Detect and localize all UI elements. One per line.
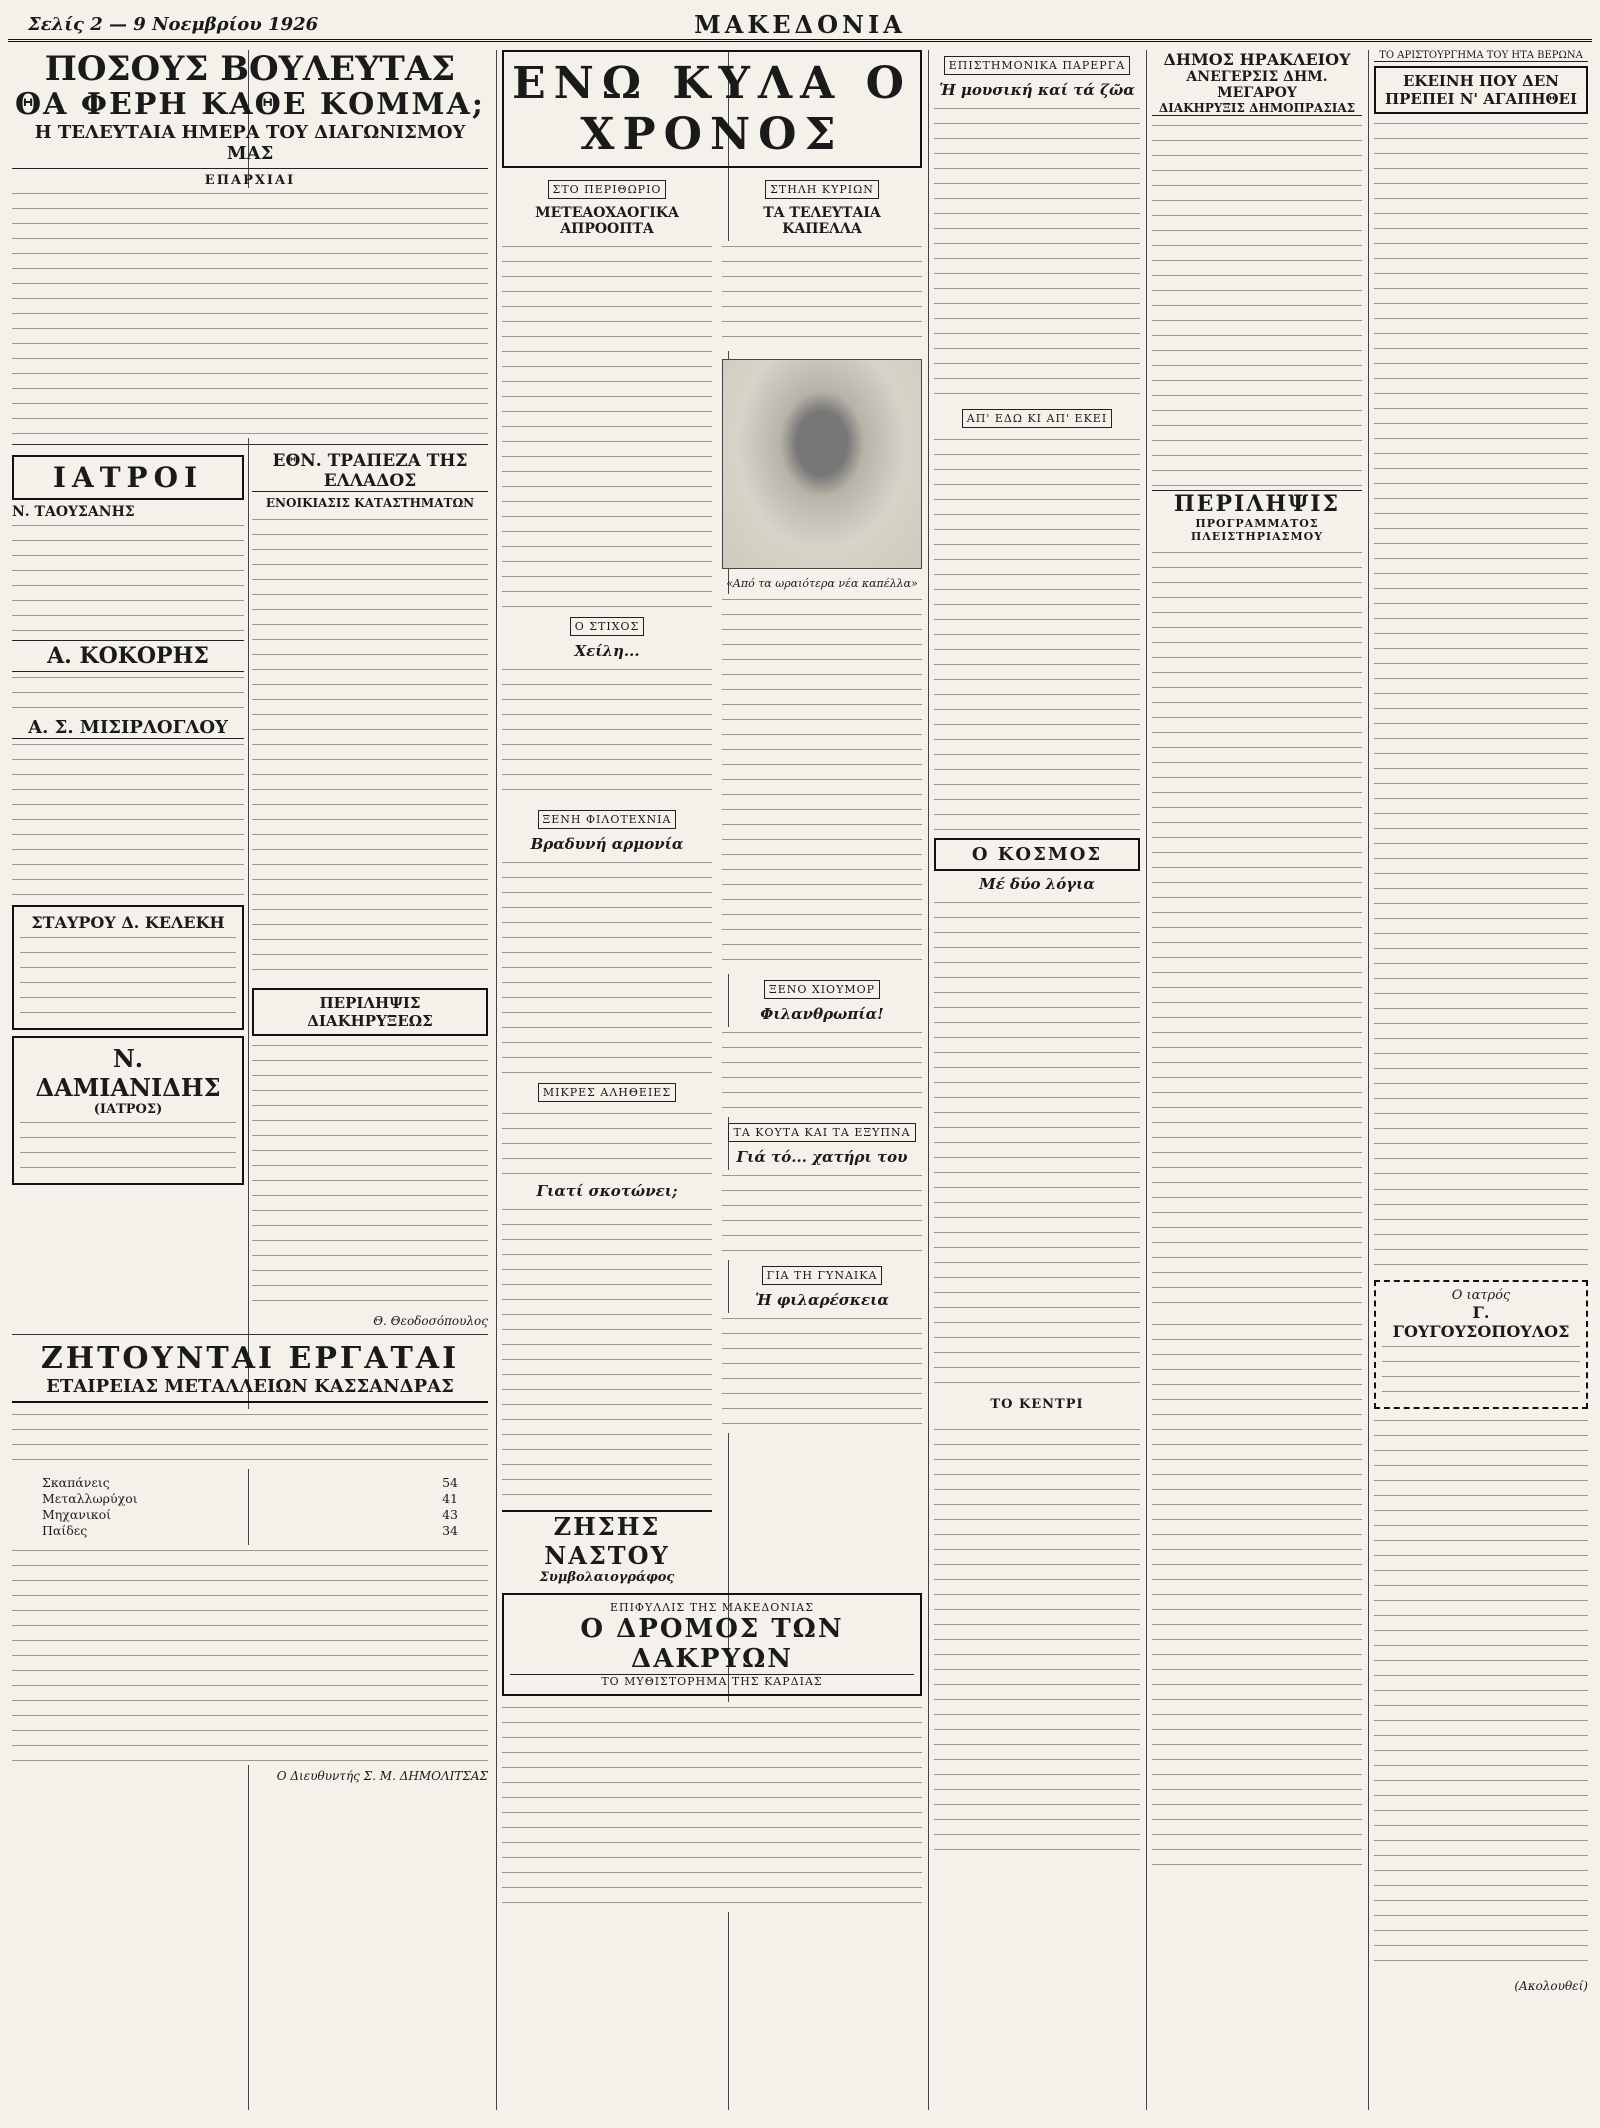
doctor-name: Α. Σ. ΜΙΣΙΡΛΟΓΛΟΥ (12, 717, 244, 739)
column-divider (496, 50, 497, 2110)
column-divider (1146, 50, 1147, 2110)
ad-text (12, 672, 244, 717)
column-2-block (252, 451, 488, 1328)
section-kicker: ΤΑ ΚΟΥΤΑ ΚΑΙ ΤΑ ΕΞΥΠΝΑ (728, 1123, 915, 1142)
doctor-name: Ν. ΔΑΜΙΑΝΙΔΗΣ (35, 1044, 221, 1102)
section-kicker: ΤΟ ΑΡΙΣΤΟΥΡΓΗΜΑ ΤΟΥ ΗΤΑ ΒΕΡΩΝΑ (1374, 50, 1588, 62)
doctor-name: Γ. ΓΟΥΓΟΥΣΟΠΟΥΛΟΣ (1392, 1303, 1570, 1341)
doctors-listing (12, 451, 244, 1328)
doctor-title: Ο ιατρός (1451, 1288, 1511, 1303)
section-heading: ΕΠΑΡΧΙΑΙ (204, 173, 296, 188)
notary-name: ΖΗΣΗΣ ΝΑΣΤΟΥ (502, 1510, 712, 1570)
bank-title: ΕΘΝ. ΤΡΑΠΕΖΑ ΤΗΣ ΕΛΛΑΔΟΣ (252, 451, 488, 492)
summary-title: ΠΕΡΙΛΗΨΙΣ ΔΙΑΚΗΡΥΞΕΩΣ (252, 988, 488, 1036)
column-6 (1152, 50, 1362, 2114)
wanted-text (12, 1545, 488, 1765)
column-center (502, 50, 922, 2114)
wage-row: Σκαπάνεις 54 (42, 1475, 458, 1490)
center-right (722, 174, 922, 1585)
ad-text (20, 932, 236, 1022)
article-title: ΜΕΤΕΑΟΧΑΟΓΙΚΑ ΑΠΡΟΟΠΤΑ (535, 205, 679, 237)
column-5 (934, 50, 1140, 2114)
article-subtitle: Η ΤΕΛΕΥΤΑΙΑ ΗΜΕΡΑ ΤΟΥ ΔΙΑΓΩΝΙΣΜΟΥ ΜΑΣ (12, 122, 488, 169)
doctor-ad-box (12, 905, 244, 1030)
section-kicker: ΣΤΗΛΗ ΚΥΡΙΩΝ (765, 180, 879, 199)
poem-title: Βραδυνή αρμονία (530, 835, 684, 853)
serial-text (934, 1424, 1140, 1864)
article-title: Μέ δύο λόγια (979, 875, 1095, 893)
wage-row: Παίδες 34 (42, 1523, 458, 1538)
doctor-name: Α. ΚΟΚΟΡΗΣ (12, 640, 244, 672)
serial-text (502, 1702, 922, 1912)
divider (12, 444, 488, 445)
section-kicker: ΑΠ' ΕΔΩ ΚΙ ΑΠ' ΕΚΕΙ (962, 409, 1112, 428)
serial-kicker: ΕΠΙΦΥΛΛΙΣ ΤΗΣ ΜΑΚΕΔΟΝΙΑΣ (609, 1601, 815, 1614)
article-text (934, 897, 1140, 1397)
ad-text (1382, 1341, 1580, 1401)
summary-text (252, 1040, 488, 1310)
poem-text (502, 664, 712, 804)
center-left (502, 174, 712, 1585)
bank-subtitle: ΕΝΟΙΚΙΑΣΙΣ ΚΑΤΑΣΤΗΜΑΤΩΝ (265, 496, 475, 510)
column-divider (928, 50, 929, 2110)
center-columns (502, 174, 922, 1585)
serial-text (1374, 1415, 1588, 1975)
article-title: Ἡ μουσική καί τά ζῶα (939, 81, 1135, 99)
article-text (934, 434, 1140, 834)
notice-subtitle: ΔΙΑΚΗΡΥΞΙΣ ΔΗΜΟΠΡΑΣΙΑΣ (1152, 101, 1362, 116)
doctor-title: (ΙΑΤΡΟΣ) (93, 1102, 163, 1117)
column-divider (1368, 50, 1369, 2110)
signature: Ο Διευθυντής Σ. Μ. ΔΗΜΟΛΙΤΣΑΣ (276, 1769, 488, 1783)
wanted-text (12, 1409, 488, 1469)
signature: Θ. Θεοδοσόπουλος (373, 1314, 488, 1328)
column-1 (12, 50, 488, 2114)
section-kicker: ΕΠΙΣΤΗΜΟΝΙΚΑ ΠΑΡΕΡΓΑ (944, 56, 1131, 75)
page-date: Σελίς 2 — 9 Νοεμβρίου 1926 (28, 14, 319, 35)
ads-row (12, 451, 488, 1328)
wage-row: Μεταλλωρύχοι 41 (42, 1491, 458, 1506)
serial-text (1152, 1319, 1362, 1879)
section-kicker: ΣΤΟ ΠΕΡΙΘΩΡΙΟ (548, 180, 667, 199)
column-7 (1374, 50, 1588, 2114)
ad-text (12, 520, 244, 640)
article-title: Γιατί σκοτώνει; (536, 1182, 678, 1200)
article-text (722, 1027, 922, 1117)
article-text (722, 1170, 922, 1260)
article-text (502, 1204, 712, 1504)
doctor-name: Ν. ΤΑΟΥΣΑΝΗΣ (12, 504, 135, 520)
ad-text (20, 1117, 236, 1177)
notice-text (1374, 1184, 1588, 1274)
serial-title: Ο ΔΡΟΜΟΣ ΤΩΝ ΔΑΚΡΥΩΝ (580, 1614, 844, 1674)
wage-row: Μηχανικοί 43 (42, 1507, 458, 1522)
article-text (722, 594, 922, 974)
article-text (12, 188, 488, 438)
section-kicker: ΓΙΑ ΤΗ ΓΥΝΑΙΚΑ (762, 1266, 883, 1285)
doctor-ad-box (12, 1036, 244, 1185)
signature: ΤΟ ΚΕΝΤΡΙ (990, 1397, 1084, 1412)
article-text (934, 103, 1140, 403)
article-title: Ἡ φιλαρέσκεια (755, 1291, 889, 1309)
serial-header (502, 1593, 922, 1696)
poem-title: Χείλη... (574, 642, 640, 660)
poem-text (502, 857, 712, 1077)
bank-text (252, 514, 488, 984)
section-banner: ΕΝΩ ΚΥΛΑ Ο ΧΡΟΝΟΣ (502, 50, 922, 168)
summary-title: ΠΕΡΙΛΗΨΙΣ (1152, 490, 1362, 517)
ad-text (12, 739, 244, 899)
hat-photo (722, 359, 922, 569)
wanted-subtitle: ΕΤΑΙΡΕΙΑΣ ΜΕΤΑΛΛΕΙΩΝ ΚΑΣΣΑΝΔΡΑΣ (12, 1376, 488, 1403)
section-kicker: ΜΙΚΡΕΣ ΑΛΗΘΕΙΕΣ (538, 1083, 676, 1102)
serial-text (1374, 118, 1588, 1178)
article-text (502, 1108, 712, 1178)
article-title-2: ΘΑ ΦΕΡΗ ΚΑΘΕ ΚΟΜΜΑ; (15, 87, 485, 122)
section-kicker: Ο ΚΟΣΜΟΣ (934, 838, 1140, 871)
summary-text (1152, 547, 1362, 1307)
summary-subtitle: ΠΡΟΓΡΑΜΜΑΤΟΣ ΠΛΕΙΣΤΗΡΙΑΣΜΟΥ (1190, 517, 1324, 543)
article-title: ΠΟΣΟΥΣ ΒΟΥΛΕΥΤΑΣ (44, 50, 456, 89)
notary-title: Συμβολαιογράφος (539, 1570, 675, 1585)
doctor-name: ΣΤΑΥΡΟΥ Δ. ΚΕΛΕΚΗ (31, 913, 225, 932)
newspaper-page (8, 6, 1592, 2122)
photo-caption: «Από τα ωραιότερα νέα καπέλλα» (726, 577, 918, 590)
article-title: Φιλανθρωπία! (760, 1005, 884, 1023)
doctors-title: ΙΑΤΡΟΙ (12, 455, 244, 500)
section-kicker: Ο ΣΤΙΧΟΣ (570, 617, 645, 636)
section-kicker: ΞΕΝΗ ΦΙΛΟΤΕΧΝΙΑ (538, 810, 677, 829)
article-title: ΤΑ ΤΕΛΕΥΤΑΙΑ ΚΑΠΕΛΛΑ (763, 205, 881, 237)
section-kicker: ΞΕΝΟ ΧΙΟΥΜΟΡ (764, 980, 880, 999)
article-text (722, 241, 922, 351)
article-title: Γιά τό... χατήρι του (736, 1148, 908, 1166)
divider (12, 1334, 488, 1335)
serial-subtitle: ΤΟ ΜΥΘΙΣΤΟΡΗΜΑ ΤΗΣ ΚΑΡΔΙΑΣ (510, 1674, 914, 1688)
wanted-title: ΖΗΤΟΥΝΤΑΙ ΕΡΓΑΤΑΙ (40, 1341, 460, 1376)
wage-list (12, 1475, 488, 1539)
masthead (8, 6, 1592, 42)
notice-title: ΔΗΜΟΣ ΗΡΑΚΛΕΙΟΥ (1163, 50, 1351, 69)
doctor-ad-box (1374, 1280, 1588, 1409)
article-text (722, 1313, 922, 1433)
article-text (502, 241, 712, 611)
continue-note: (Ακολουθεί) (1514, 1979, 1588, 1993)
notice-subtitle: ΑΝΕΓΕΡΣΙΣ ΔΗΜ. ΜΕΓΑΡΟΥ (1186, 69, 1328, 101)
notice-text (1152, 120, 1362, 490)
paper-title: ΜΑΚΕΔΟΝΙΑ (694, 10, 906, 39)
serial-title: ΕΚΕΙΝΗ ΠΟΥ ΔΕΝ ΠΡΕΠΕΙ Ν' ΑΓΑΠΗΘΕΙ (1374, 66, 1588, 114)
